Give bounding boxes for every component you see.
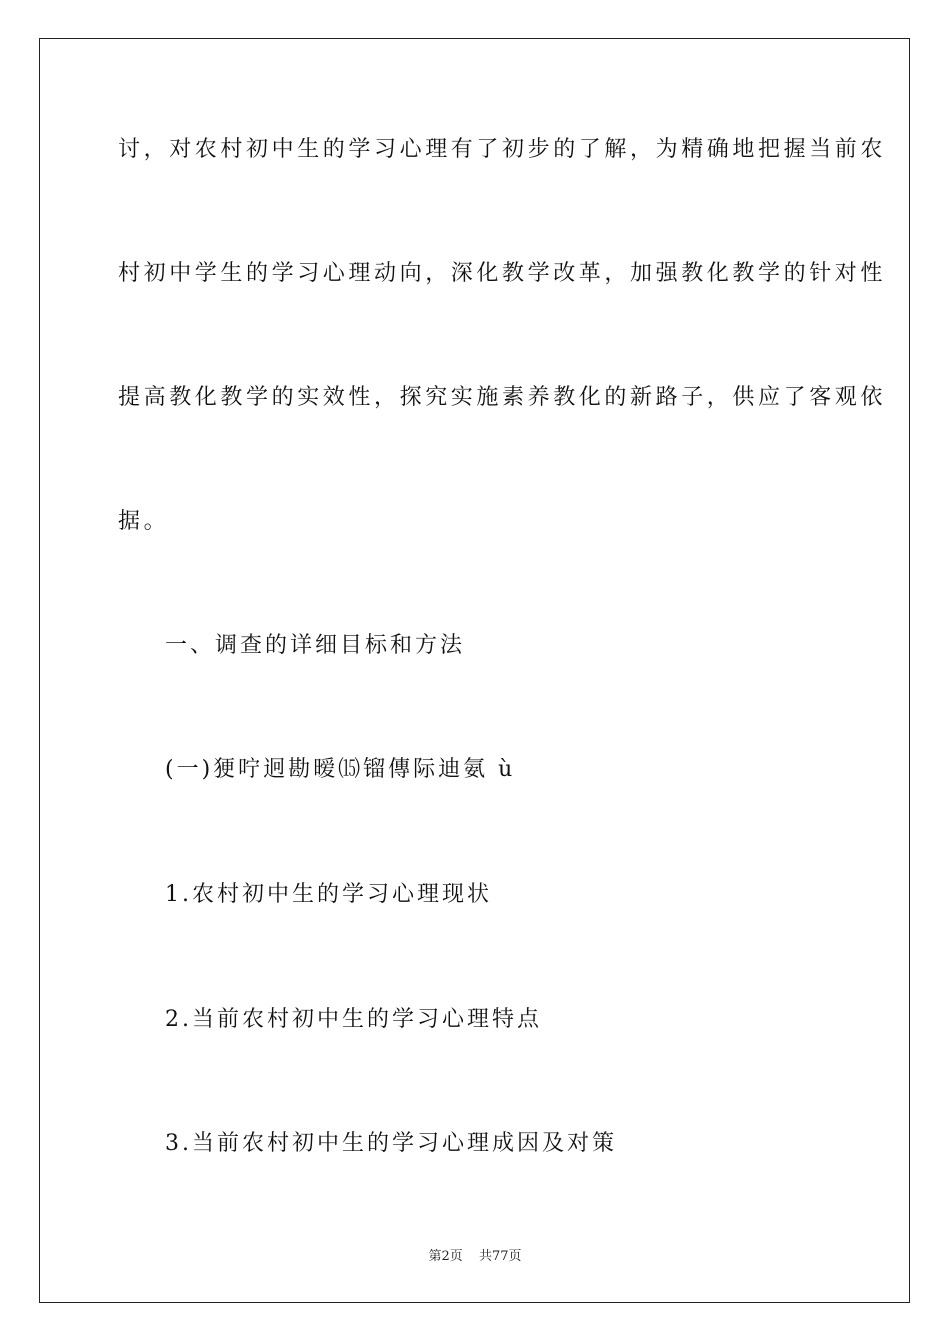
list-item-3: 3.当前农村初中生的学习心理成因及对策 [165, 1131, 617, 1156]
list-item-2: 2.当前农村初中生的学习心理特点 [165, 1007, 542, 1032]
paragraph-line-1: 讨，对农村初中生的学习心理有了初步的了解，为精确地把握当前农 [118, 137, 887, 162]
paragraph-line-2: 村初中学生的学习心理动向，深化教学改革，加强教化教学的针对性 [118, 261, 887, 286]
section-heading: 一、调查的详细目标和方法 [165, 633, 466, 658]
page-number: 第2页 [428, 1249, 463, 1264]
subheading: (一)㹴咛迥勘暧⒂镏傳际迪氨 ù [165, 757, 516, 782]
paragraph-line-3: 提高教化教学的实效性，探究实施素养教化的新路子，供应了客观依 [118, 385, 887, 410]
list-item-1: 1.农村初中生的学习心理现状 [165, 882, 492, 907]
page-border [39, 38, 910, 1303]
page-footer [0, 1245, 950, 1264]
paragraph-line-4: 据。 [118, 509, 170, 534]
page-total: 共77页 [478, 1249, 522, 1264]
